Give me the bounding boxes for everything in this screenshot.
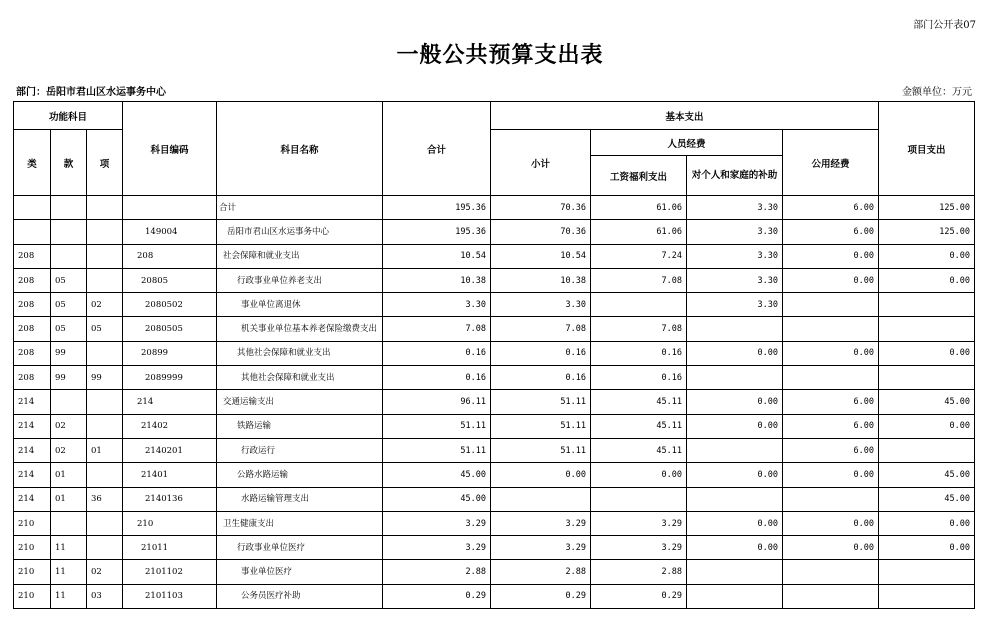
table-row bbox=[14, 293, 975, 317]
wages-cell: 7.08 bbox=[591, 317, 687, 341]
table-body bbox=[14, 196, 975, 609]
sub-item-cell: 01 bbox=[87, 438, 123, 462]
sub-item-cell bbox=[87, 536, 123, 560]
category-cell: 208 bbox=[14, 317, 51, 341]
subject-name-cell: 其他社会保障和就业支出 bbox=[217, 341, 383, 365]
public-funds-cell: 0.00 bbox=[783, 244, 879, 268]
subject-code-cell: 2140201 bbox=[123, 438, 217, 462]
header-public-funds: 公用经费 bbox=[783, 130, 879, 196]
subtotal-cell: 51.11 bbox=[491, 414, 591, 438]
category-cell: 208 bbox=[14, 268, 51, 292]
project-cell: 125.00 bbox=[879, 196, 975, 220]
public-funds-cell: 6.00 bbox=[783, 196, 879, 220]
total-cell: 45.00 bbox=[383, 487, 491, 511]
project-cell: 45.00 bbox=[879, 487, 975, 511]
item-cell bbox=[51, 244, 87, 268]
public-funds-cell: 6.00 bbox=[783, 220, 879, 244]
table-row bbox=[14, 268, 975, 292]
personal-subsidy-cell: 0.00 bbox=[687, 414, 783, 438]
category-cell: 214 bbox=[14, 487, 51, 511]
subtotal-cell: 0.16 bbox=[491, 341, 591, 365]
subject-name-cell: 卫生健康支出 bbox=[217, 511, 383, 535]
wages-cell: 2.88 bbox=[591, 560, 687, 584]
personal-subsidy-cell: 0.00 bbox=[687, 341, 783, 365]
category-cell: 210 bbox=[14, 584, 51, 608]
category-cell: 210 bbox=[14, 511, 51, 535]
subtotal-cell: 0.29 bbox=[491, 584, 591, 608]
sub-item-cell bbox=[87, 390, 123, 414]
total-cell: 10.54 bbox=[383, 244, 491, 268]
personal-subsidy-cell bbox=[687, 438, 783, 462]
category-cell: 214 bbox=[14, 463, 51, 487]
item-cell: 05 bbox=[51, 317, 87, 341]
subtotal-cell: 0.00 bbox=[491, 463, 591, 487]
public-funds-cell bbox=[783, 366, 879, 390]
subject-name-cell: 合计 bbox=[217, 196, 383, 220]
total-cell: 51.11 bbox=[383, 438, 491, 462]
total-cell: 3.30 bbox=[383, 293, 491, 317]
project-cell bbox=[879, 584, 975, 608]
public-funds-cell: 6.00 bbox=[783, 414, 879, 438]
header-subject-code: 科目编码 bbox=[123, 102, 217, 196]
total-cell: 2.88 bbox=[383, 560, 491, 584]
total-cell: 45.00 bbox=[383, 463, 491, 487]
subject-code-cell bbox=[123, 196, 217, 220]
item-cell: 01 bbox=[51, 487, 87, 511]
subject-code-cell: 2089999 bbox=[123, 366, 217, 390]
item-cell bbox=[51, 511, 87, 535]
item-cell: 01 bbox=[51, 463, 87, 487]
table-row bbox=[14, 463, 975, 487]
personal-subsidy-cell: 3.30 bbox=[687, 196, 783, 220]
personal-subsidy-cell: 0.00 bbox=[687, 511, 783, 535]
header-kuan: 款 bbox=[51, 130, 87, 196]
item-cell: 99 bbox=[51, 366, 87, 390]
category-cell: 210 bbox=[14, 536, 51, 560]
wages-cell: 45.11 bbox=[591, 390, 687, 414]
subtotal-cell: 10.54 bbox=[491, 244, 591, 268]
table-row bbox=[14, 584, 975, 608]
subject-code-cell: 21402 bbox=[123, 414, 217, 438]
sub-item-cell: 05 bbox=[87, 317, 123, 341]
table-row bbox=[14, 536, 975, 560]
item-cell: 02 bbox=[51, 438, 87, 462]
subject-name-cell: 水路运输管理支出 bbox=[217, 487, 383, 511]
table-row bbox=[14, 511, 975, 535]
sub-item-cell: 03 bbox=[87, 584, 123, 608]
table-row bbox=[14, 196, 975, 220]
public-funds-cell bbox=[783, 317, 879, 341]
public-funds-cell bbox=[783, 293, 879, 317]
public-funds-cell bbox=[783, 584, 879, 608]
total-cell: 10.38 bbox=[383, 268, 491, 292]
subject-code-cell: 20805 bbox=[123, 268, 217, 292]
item-cell: 11 bbox=[51, 560, 87, 584]
wages-cell: 7.08 bbox=[591, 268, 687, 292]
subject-code-cell: 2080502 bbox=[123, 293, 217, 317]
category-cell: 208 bbox=[14, 244, 51, 268]
table-row bbox=[14, 220, 975, 244]
sub-item-cell bbox=[87, 511, 123, 535]
subject-code-cell: 210 bbox=[123, 511, 217, 535]
subject-name-cell: 行政运行 bbox=[217, 438, 383, 462]
sub-item-cell bbox=[87, 244, 123, 268]
total-cell: 0.16 bbox=[383, 341, 491, 365]
table-row bbox=[14, 366, 975, 390]
subject-code-cell: 2140136 bbox=[123, 487, 217, 511]
item-cell: 11 bbox=[51, 536, 87, 560]
document-code: 部门公开表07 bbox=[913, 20, 976, 31]
sub-item-cell: 02 bbox=[87, 560, 123, 584]
item-cell bbox=[51, 220, 87, 244]
subject-code-cell: 21401 bbox=[123, 463, 217, 487]
total-cell: 7.08 bbox=[383, 317, 491, 341]
subject-name-cell: 其他社会保障和就业支出 bbox=[217, 366, 383, 390]
subtotal-cell: 7.08 bbox=[491, 317, 591, 341]
total-cell: 51.11 bbox=[383, 414, 491, 438]
subject-code-cell: 20899 bbox=[123, 341, 217, 365]
subject-code-cell: 2101103 bbox=[123, 584, 217, 608]
subject-name-cell: 事业单位医疗 bbox=[217, 560, 383, 584]
subtotal-cell: 51.11 bbox=[491, 390, 591, 414]
personal-subsidy-cell bbox=[687, 584, 783, 608]
budget-expenditure-table bbox=[13, 101, 975, 609]
page-title: 一般公共预算支出表 bbox=[396, 42, 604, 68]
wages-cell: 61.06 bbox=[591, 196, 687, 220]
personal-subsidy-cell bbox=[687, 366, 783, 390]
wages-cell: 0.16 bbox=[591, 366, 687, 390]
subtotal-cell: 3.29 bbox=[491, 536, 591, 560]
sub-item-cell bbox=[87, 220, 123, 244]
personal-subsidy-cell: 0.00 bbox=[687, 463, 783, 487]
total-cell: 3.29 bbox=[383, 511, 491, 535]
public-funds-cell: 6.00 bbox=[783, 390, 879, 414]
public-funds-cell: 0.00 bbox=[783, 341, 879, 365]
wages-cell: 7.24 bbox=[591, 244, 687, 268]
wages-cell: 0.29 bbox=[591, 584, 687, 608]
personal-subsidy-cell: 3.30 bbox=[687, 220, 783, 244]
item-cell: 11 bbox=[51, 584, 87, 608]
sub-item-cell bbox=[87, 268, 123, 292]
item-cell bbox=[51, 390, 87, 414]
category-cell: 210 bbox=[14, 560, 51, 584]
table-row bbox=[14, 317, 975, 341]
wages-cell bbox=[591, 487, 687, 511]
header-personnel-funds: 人员经费 bbox=[591, 130, 783, 156]
item-cell: 05 bbox=[51, 293, 87, 317]
personal-subsidy-cell bbox=[687, 487, 783, 511]
subject-name-cell: 社会保障和就业支出 bbox=[217, 244, 383, 268]
table-row bbox=[14, 487, 975, 511]
category-cell: 208 bbox=[14, 366, 51, 390]
public-funds-cell: 0.00 bbox=[783, 511, 879, 535]
amount-unit-label: 金额单位：万元 bbox=[902, 87, 972, 98]
category-cell: 208 bbox=[14, 293, 51, 317]
wages-cell: 45.11 bbox=[591, 438, 687, 462]
header-total: 合计 bbox=[383, 102, 491, 196]
sub-item-cell bbox=[87, 196, 123, 220]
wages-cell: 45.11 bbox=[591, 414, 687, 438]
category-cell: 214 bbox=[14, 414, 51, 438]
project-cell: 0.00 bbox=[879, 536, 975, 560]
wages-cell: 0.16 bbox=[591, 341, 687, 365]
public-funds-cell: 6.00 bbox=[783, 438, 879, 462]
wages-cell: 0.00 bbox=[591, 463, 687, 487]
table-row bbox=[14, 244, 975, 268]
subject-code-cell: 21011 bbox=[123, 536, 217, 560]
sub-item-cell: 02 bbox=[87, 293, 123, 317]
item-cell: 05 bbox=[51, 268, 87, 292]
subject-name-cell: 行政事业单位医疗 bbox=[217, 536, 383, 560]
project-cell bbox=[879, 293, 975, 317]
project-cell bbox=[879, 317, 975, 341]
subject-name-cell: 机关事业单位基本养老保险缴费支出 bbox=[217, 317, 383, 341]
subtotal-cell: 3.30 bbox=[491, 293, 591, 317]
item-cell: 99 bbox=[51, 341, 87, 365]
subtotal-cell bbox=[491, 487, 591, 511]
subtotal-cell: 0.16 bbox=[491, 366, 591, 390]
department-label: 部门：岳阳市君山区水运事务中心 bbox=[16, 87, 166, 98]
project-cell bbox=[879, 366, 975, 390]
subject-code-cell: 149004 bbox=[123, 220, 217, 244]
wages-cell: 3.29 bbox=[591, 511, 687, 535]
subject-name-cell: 事业单位离退休 bbox=[217, 293, 383, 317]
project-cell: 0.00 bbox=[879, 414, 975, 438]
subject-name-cell: 岳阳市君山区水运事务中心 bbox=[217, 220, 383, 244]
subtotal-cell: 70.36 bbox=[491, 196, 591, 220]
item-cell bbox=[51, 196, 87, 220]
category-cell: 214 bbox=[14, 438, 51, 462]
project-cell bbox=[879, 438, 975, 462]
wages-cell: 61.06 bbox=[591, 220, 687, 244]
personal-subsidy-cell bbox=[687, 560, 783, 584]
table-row bbox=[14, 341, 975, 365]
project-cell: 125.00 bbox=[879, 220, 975, 244]
total-cell: 195.36 bbox=[383, 220, 491, 244]
subject-code-cell: 2080505 bbox=[123, 317, 217, 341]
personal-subsidy-cell: 0.00 bbox=[687, 390, 783, 414]
project-cell: 0.00 bbox=[879, 244, 975, 268]
subtotal-cell: 10.38 bbox=[491, 268, 591, 292]
subtotal-cell: 3.29 bbox=[491, 511, 591, 535]
subject-code-cell: 214 bbox=[123, 390, 217, 414]
public-funds-cell bbox=[783, 487, 879, 511]
header-project-expenditure: 项目支出 bbox=[879, 102, 975, 196]
table-row bbox=[14, 560, 975, 584]
project-cell: 0.00 bbox=[879, 341, 975, 365]
subject-name-cell: 公路水路运输 bbox=[217, 463, 383, 487]
subtotal-cell: 70.36 bbox=[491, 220, 591, 244]
header-lei: 类 bbox=[14, 130, 51, 196]
project-cell bbox=[879, 560, 975, 584]
subject-name-cell: 铁路运输 bbox=[217, 414, 383, 438]
personal-subsidy-cell bbox=[687, 317, 783, 341]
subject-name-cell: 公务员医疗补助 bbox=[217, 584, 383, 608]
sub-item-cell bbox=[87, 463, 123, 487]
public-funds-cell: 0.00 bbox=[783, 268, 879, 292]
wages-cell bbox=[591, 293, 687, 317]
header-subject-name: 科目名称 bbox=[217, 102, 383, 196]
project-cell: 0.00 bbox=[879, 511, 975, 535]
personal-subsidy-cell: 3.30 bbox=[687, 293, 783, 317]
sub-item-cell: 99 bbox=[87, 366, 123, 390]
sub-item-cell: 36 bbox=[87, 487, 123, 511]
project-cell: 0.00 bbox=[879, 268, 975, 292]
project-cell: 45.00 bbox=[879, 463, 975, 487]
subject-code-cell: 2101102 bbox=[123, 560, 217, 584]
subtotal-cell: 51.11 bbox=[491, 438, 591, 462]
category-cell: 214 bbox=[14, 390, 51, 414]
category-cell bbox=[14, 196, 51, 220]
project-cell: 45.00 bbox=[879, 390, 975, 414]
total-cell: 96.11 bbox=[383, 390, 491, 414]
personal-subsidy-cell: 3.30 bbox=[687, 268, 783, 292]
total-cell: 3.29 bbox=[383, 536, 491, 560]
header-personal-family-subsidy: 对个人和家庭的补助 bbox=[687, 156, 783, 196]
category-cell bbox=[14, 220, 51, 244]
category-cell: 208 bbox=[14, 341, 51, 365]
public-funds-cell: 0.00 bbox=[783, 463, 879, 487]
table-row bbox=[14, 438, 975, 462]
header-function-subject: 功能科目 bbox=[14, 102, 123, 130]
subtotal-cell: 2.88 bbox=[491, 560, 591, 584]
table-row bbox=[14, 414, 975, 438]
table-row bbox=[14, 390, 975, 414]
sub-item-cell bbox=[87, 341, 123, 365]
personal-subsidy-cell: 0.00 bbox=[687, 536, 783, 560]
total-cell: 195.36 bbox=[383, 196, 491, 220]
item-cell: 02 bbox=[51, 414, 87, 438]
subject-code-cell: 208 bbox=[123, 244, 217, 268]
personal-subsidy-cell: 3.30 bbox=[687, 244, 783, 268]
subject-name-cell: 行政事业单位养老支出 bbox=[217, 268, 383, 292]
total-cell: 0.16 bbox=[383, 366, 491, 390]
total-cell: 0.29 bbox=[383, 584, 491, 608]
wages-cell: 3.29 bbox=[591, 536, 687, 560]
subject-name-cell: 交通运输支出 bbox=[217, 390, 383, 414]
header-subtotal: 小计 bbox=[491, 130, 591, 196]
public-funds-cell bbox=[783, 560, 879, 584]
header-wages-welfare: 工资福利支出 bbox=[591, 156, 687, 196]
header-basic-expenditure: 基本支出 bbox=[491, 102, 879, 130]
header-xiang: 项 bbox=[87, 130, 123, 196]
public-funds-cell: 0.00 bbox=[783, 536, 879, 560]
sub-item-cell bbox=[87, 414, 123, 438]
